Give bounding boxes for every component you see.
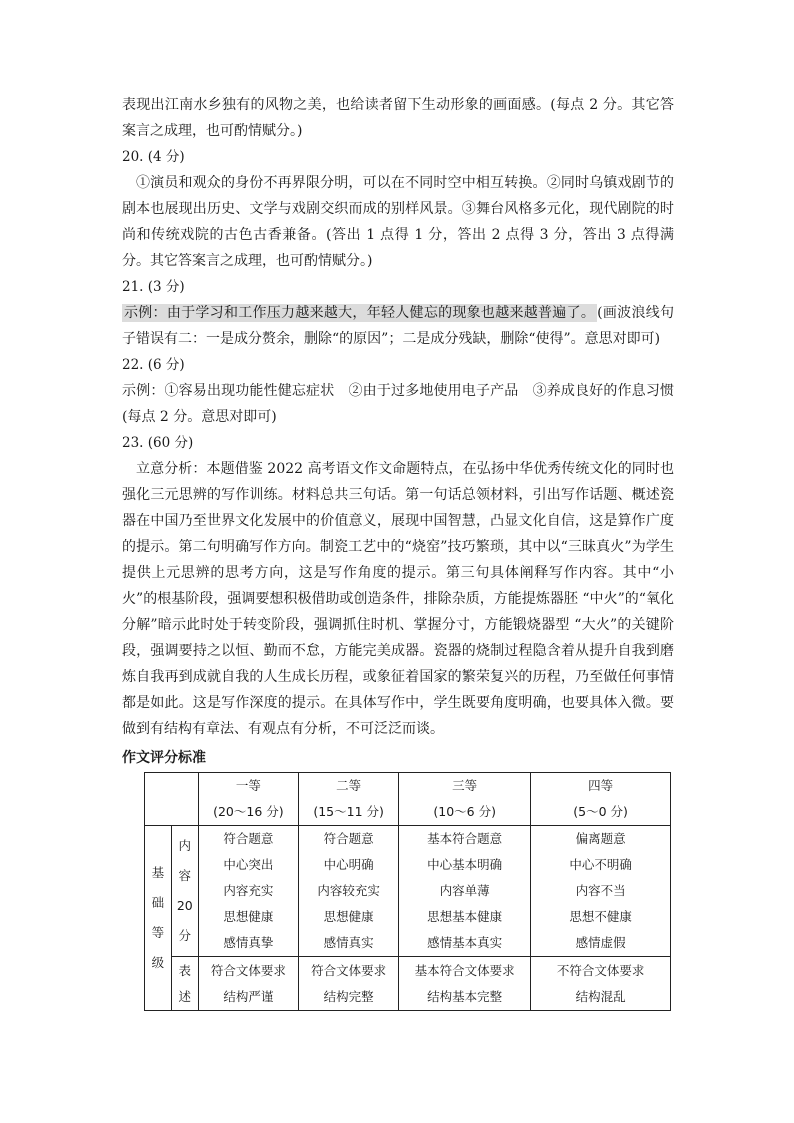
q21-number: 21. (3 分) xyxy=(122,279,185,295)
grade-header-1: 一等 (20～16 分) xyxy=(198,773,298,826)
q20-answer: ①演员和观众的身份不再界限分明，可以在不同时空中相互转换。②同时乌镇戏剧节的剧本也展现出历史、文学与戏剧交织而成的别样风景。③舞台风格多元化，现代剧院的时尚和传统戏院的古色古香兼备。(答出 1 点得 1 分，答出 2 点得 3 分，答出 3 点得满分。其它答案言之成理，也可酌情赋分。) xyxy=(122,175,674,269)
group-label-basic: 基 础 等 级 xyxy=(145,826,172,1011)
expression-cell-grade3: 基本符合文体要求 结构基本完整 xyxy=(399,957,531,1011)
content-cell-grade3: 基本符合题意 中心基本明确 内容单薄 思想基本健康 感情基本真实 xyxy=(399,826,531,957)
intro-paragraph: 表现出江南水乡独有的风物之美，也给读者留下生动形象的画面感。(每点 2 分。其它答案言之成理，也可酌情赋分。) xyxy=(122,97,674,139)
scoring-table xyxy=(144,772,671,1011)
expression-cell-grade4: 不符合文体要求 结构混乱 xyxy=(531,957,671,1011)
expression-cell-grade2: 符合文体要求 结构完整 xyxy=(298,957,398,1011)
q20-number: 20. (4 分) xyxy=(122,149,185,165)
content-label: 内 容 20 分 xyxy=(171,826,198,957)
q21-highlighted-example: 示例：由于学习和工作压力越来越大，年轻人健忘的现象也越来越普遍了。 xyxy=(124,305,596,321)
content-cell-grade2: 符合题意 中心明确 内容较充实 思想健康 感情真实 xyxy=(298,826,398,957)
q22-number: 22. (6 分) xyxy=(122,357,185,373)
q23-number: 23. (60 分) xyxy=(122,435,194,451)
q23-analysis: 立意分析：本题借鉴 2022 高考语文作文命题特点，在弘扬中华优秀传统文化的同时也强化三元思辨的写作训练。材料总共三句话。第一句话总领材料，引出写作话题、概述瓷器在中国乃至世界文化发展中的价值意义，展现中国智慧，凸显文化自信，这是算作广度的提示。第二句明确写作方向。制瓷工艺中的“烧窑”技巧繁琐，其中以“三昧真火”为学生提供上元思辨的思考方向，这是写作角度的提示。第三句具体阐释写作内容。其中“小火”的根基阶段，强调要想积极借助或创造条件，排除杂质，方能提炼器胚 “中火”的“氧化分解”暗示此时处于转变阶段，强调抓住时机、掌握分寸，方能锻烧器型 “大火”的关键阶段，强调要持之以恒、勤而不怠，方能完美成器。瓷器的烧制过程隐含着从提升自我到磨炼自我再到成就自我的人生成长历程，或象征着国家的繁荣复兴的历程，乃至做任何事情都是如此。这是写作深度的提示。在具体写作中，学生既要角度明确，也要具体入微。要做到有结构有章法、有观点有分析，不可泛泛而谈。 xyxy=(122,461,674,737)
answer-page xyxy=(122,92,674,774)
table-corner-cell xyxy=(145,773,199,826)
grade-header-3: 三等 (10～6 分) xyxy=(399,773,531,826)
q21-explanation: (画波浪线句子错误有二：一是成分赘余，删除“的原因”；二是成分残缺，删除“使得”。意思对即可) xyxy=(122,305,675,347)
expression-cell-grade1: 符合文体要求 结构严谨 xyxy=(198,957,298,1011)
content-cell-grade1: 符合题意 中心突出 内容充实 思想健康 感情真挚 xyxy=(198,826,298,957)
grade-header-4: 四等 (5～0 分) xyxy=(531,773,671,826)
table-title: 作文评分标准 xyxy=(122,750,206,766)
q21-answer xyxy=(122,300,674,352)
q22-answer: 示例：①容易出现功能性健忘症状 ②由于过多地使用电子产品 ③养成良好的作息习惯(每点 2 分。意思对即可) xyxy=(122,383,674,425)
content-cell-grade4: 偏离题意 中心不明确 内容不当 思想不健康 感情虚假 xyxy=(531,826,671,957)
grade-header-2: 二等 (15～11 分) xyxy=(298,773,398,826)
expression-label: 表 述 xyxy=(171,957,198,1011)
